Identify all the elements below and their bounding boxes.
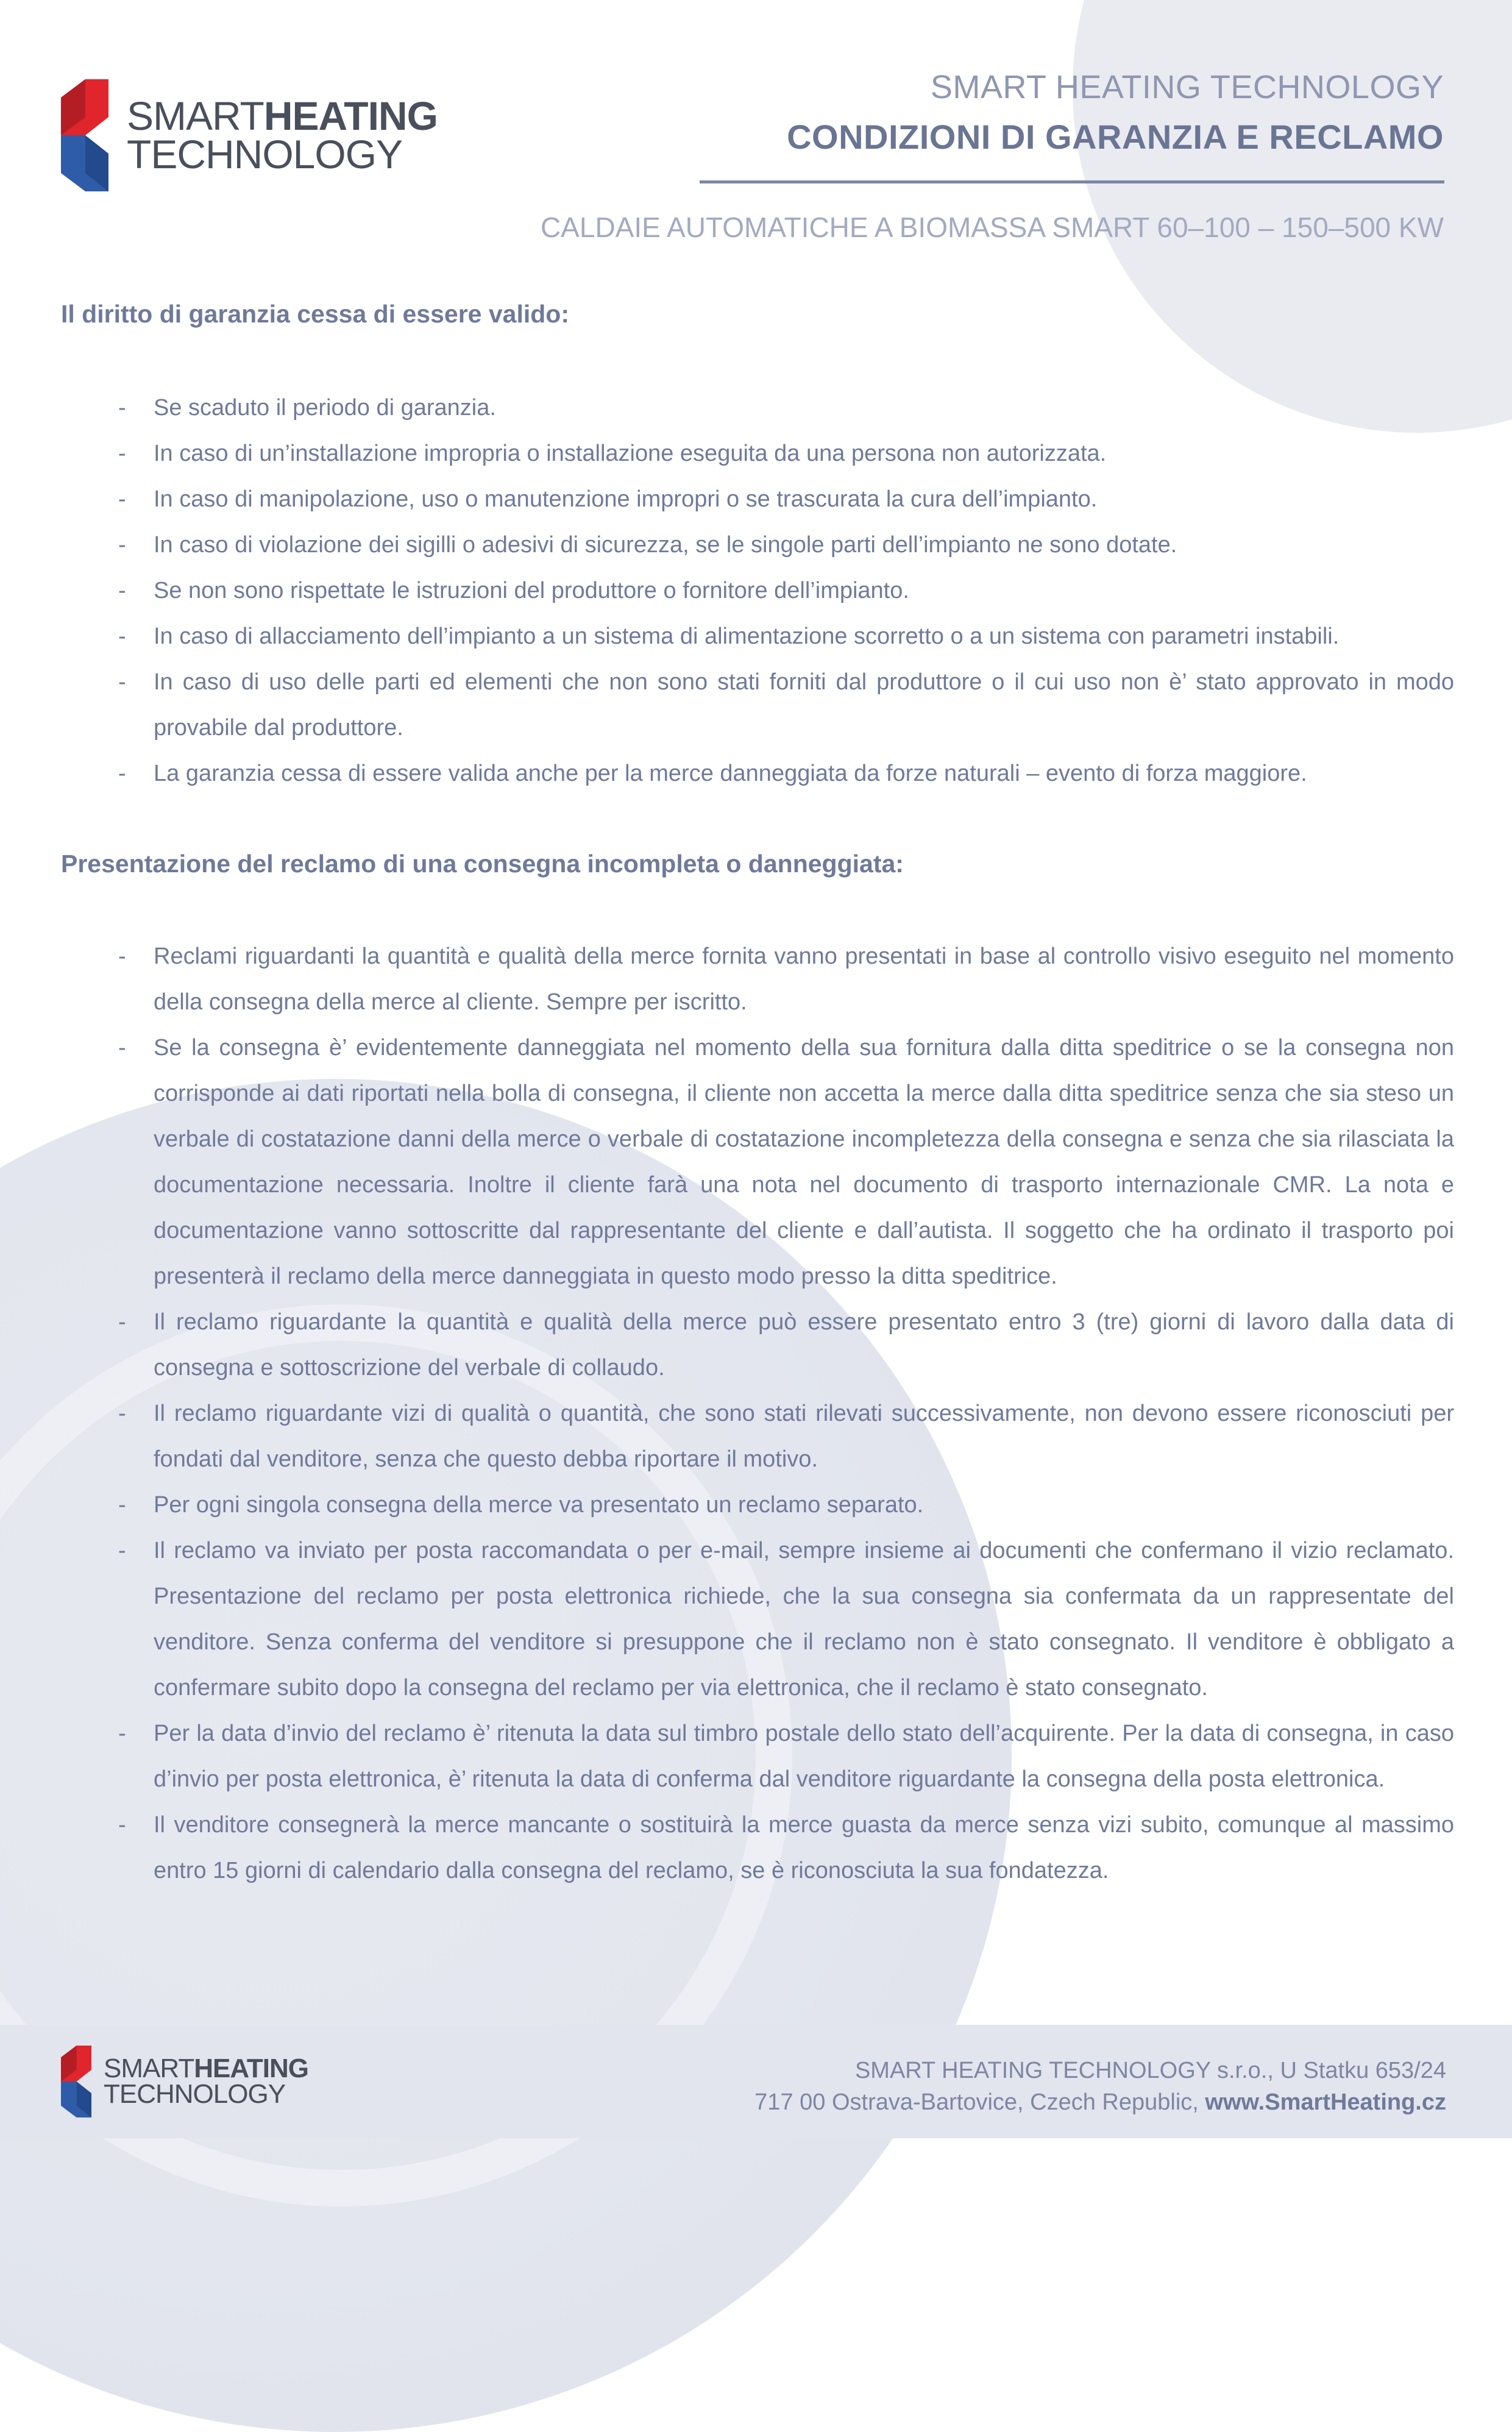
list-item: [0, 568, 1512, 614]
list-bullet: -: [118, 1401, 126, 1426]
list-item: [0, 522, 1512, 568]
list-item-text: In caso di un’installazione impropria o installazione eseguita da una persona non autorizzata.: [154, 441, 1107, 466]
list-bullet: -: [118, 1812, 126, 1838]
header-company: SMART HEATING TECHNOLOGY: [930, 69, 1444, 105]
list-item-text: Per ogni singola consegna della merce va presentato un reclamo separato.: [154, 1492, 924, 1518]
header-divider: [700, 180, 1444, 183]
footer-logo-word-heating: HEATING: [194, 2053, 308, 2084]
list-item-text: Il venditore consegnerà la merce mancante o sostituirà la merce guasta da merce senza vizi subito, comunque al massimo entro 15 giorni di calendario dalla consegna del reclamo, se è riconosciuta la sua fondatezza.: [154, 1812, 1454, 1883]
list-item: [0, 477, 1512, 522]
list-item-text: Il reclamo riguardante vizi di qualità o quantità, che sono stati rilevati successivamente, non devono essere riconosciuti per fondati dal venditore, senza che questo debba riportare il motivo.: [154, 1401, 1454, 1472]
list-item-text: In caso di uso delle parti ed elementi che non sono stati forniti dal produttore o il cui uso non è’ stato approvato in modo provabile dal produttore.: [154, 669, 1454, 741]
footer-address-city: 717 00 Ostrava-Bartovice, Czech Republic,: [754, 2089, 1199, 2115]
list-item: [0, 1482, 1512, 1528]
section-heading-claims: Presentazione del reclamo di una consegna incompleta o danneggiata:: [61, 850, 904, 878]
list-bullet: -: [118, 761, 126, 786]
list-bullet: -: [118, 1035, 126, 1061]
logo-wordmark: [127, 93, 438, 177]
logo-word-technology: TECHNOLOGY: [127, 132, 403, 177]
list-bullet: -: [118, 395, 126, 421]
footer-logo-word-technology: TECHNOLOGY: [104, 2079, 286, 2109]
list-item: [0, 1391, 1512, 1482]
footer-website-link[interactable]: www.SmartHeating.cz: [1205, 2089, 1446, 2115]
footer-address-line1: SMART HEATING TECHNOLOGY s.r.o., U Statku 653/24: [854, 2058, 1446, 2083]
list-bullet: -: [118, 1538, 126, 1563]
list-bullet: -: [118, 1492, 126, 1518]
list-item-text: La garanzia cessa di essere valida anche per la merce danneggiata da forze naturali – evento di forza maggiore.: [154, 761, 1307, 786]
list-item-text: Il reclamo va inviato per posta raccomandata o per e-mail, sempre insieme ai documenti che confermano il vizio reclamato. Presentazione del reclamo per posta elettronica richiede, che la sua consegna sia confermata da un rappresentate del venditore. Senza conferma del venditore si presuppone che il reclamo non è stato consegnato. Il venditore è obbligato a confermare subito dopo la consegna del reclamo per via elettronica, che il reclamo è stato consegnato.: [154, 1538, 1454, 1701]
list-item: [0, 385, 1512, 431]
footer-logo-word-smart: SMART: [104, 2053, 194, 2084]
list-item: [0, 1300, 1512, 1391]
list-item: [0, 1802, 1512, 1894]
list-item-text: In caso di manipolazione, uso o manutenzione impropri o se trascurata la cura dell’impianto.: [154, 486, 1098, 512]
list-bullet: -: [118, 486, 126, 512]
list-item-text: Per la data d’invio del reclamo è’ ritenuta la data sul timbro postale dello stato dell’acquirente. Per la data di consegna, in caso d’invio per posta elettronica, è’ ritenuta la data di conferma dal venditore riguardante la consegna della posta elettronica.: [154, 1721, 1454, 1792]
list-item-text: In caso di allacciamento dell’impianto a un sistema di alimentazione scorretto o a un sistema con parametri instabili.: [154, 624, 1340, 649]
list-item-text: Se scaduto il periodo di garanzia.: [154, 395, 496, 421]
list-bullet: -: [118, 532, 126, 558]
footer-logo-mark-icon: [61, 2045, 91, 2118]
logo-mark-icon: [61, 79, 108, 191]
list-item: [0, 614, 1512, 660]
list-item-text: Se la consegna è’ evidentemente danneggiata nel momento della sua fornitura dalla ditta speditrice o se la consegna non corrisponde ai dati riportati nella bolla di consegna, il cliente non accetta la merce dalla ditta speditrice senza che sia steso un verbale di costatazione danni della merce o verbale di costatazione incompletezza della consegna e senza che sia rilasciata la documentazione necessaria. Inoltre il cliente farà una nota nel documento di trasporto internazionale CMR. La nota e documentazione vanno sottoscritte dal rappresentante del cliente e dall’autista. Il soggetto che ha ordinato il trasporto poi presenterà il reclamo della merce danneggiata in questo modo presso la ditta speditrice.: [154, 1035, 1454, 1289]
page-title: CONDIZIONI DI GARANZIA E RECLAMO: [787, 118, 1444, 156]
list-item: [0, 751, 1512, 797]
list-bullet: -: [118, 578, 126, 603]
company-logo: [61, 79, 438, 191]
section-heading-warranty: Il diritto di garanzia cessa di essere valido:: [61, 300, 569, 328]
list-bullet: -: [118, 944, 126, 969]
list-bullet: -: [118, 624, 126, 649]
list-bullet: -: [118, 1309, 126, 1335]
list-item-text: Il reclamo riguardante la quantità e qualità della merce può essere presentato entro 3 (tre) giorni di lavoro dalla data di consegna e sottoscrizione del verbale di collaudo.: [154, 1309, 1454, 1381]
list-item: [0, 431, 1512, 477]
page-subtitle: CALDAIE AUTOMATICHE A BIOMASSA SMART 60–100 – 150–500 KW: [540, 212, 1444, 243]
list-bullet: -: [118, 1721, 126, 1746]
logo-word-smart: SMART: [127, 93, 264, 139]
list-item-text: Se non sono rispettate le istruzioni del produttore o fornitore dell’impianto.: [154, 578, 909, 603]
list-bullet: -: [118, 669, 126, 695]
list-bullet: -: [118, 441, 126, 466]
footer-logo: [61, 2045, 308, 2118]
list-item: [0, 660, 1512, 751]
list-item: [0, 1025, 1512, 1300]
logo-word-heating: HEATING: [263, 93, 438, 139]
list-item-text: Reclami riguardanti la quantità e qualità della merce fornita vanno presentati in base al controllo visivo eseguito nel momento della consegna della merce al cliente. Sempre per iscritto.: [154, 944, 1454, 1015]
claims-list: [0, 934, 1512, 1894]
warranty-void-list: [0, 385, 1512, 797]
list-item-text: In caso di violazione dei sigilli o adesivi di sicurezza, se le singole parti dell’impianto ne sono dotate.: [154, 532, 1177, 558]
footer-address-line2: [754, 2089, 1446, 2116]
list-item: [0, 934, 1512, 1025]
list-item: [0, 1711, 1512, 1802]
list-item: [0, 1528, 1512, 1711]
footer-logo-wordmark: [104, 2053, 308, 2109]
